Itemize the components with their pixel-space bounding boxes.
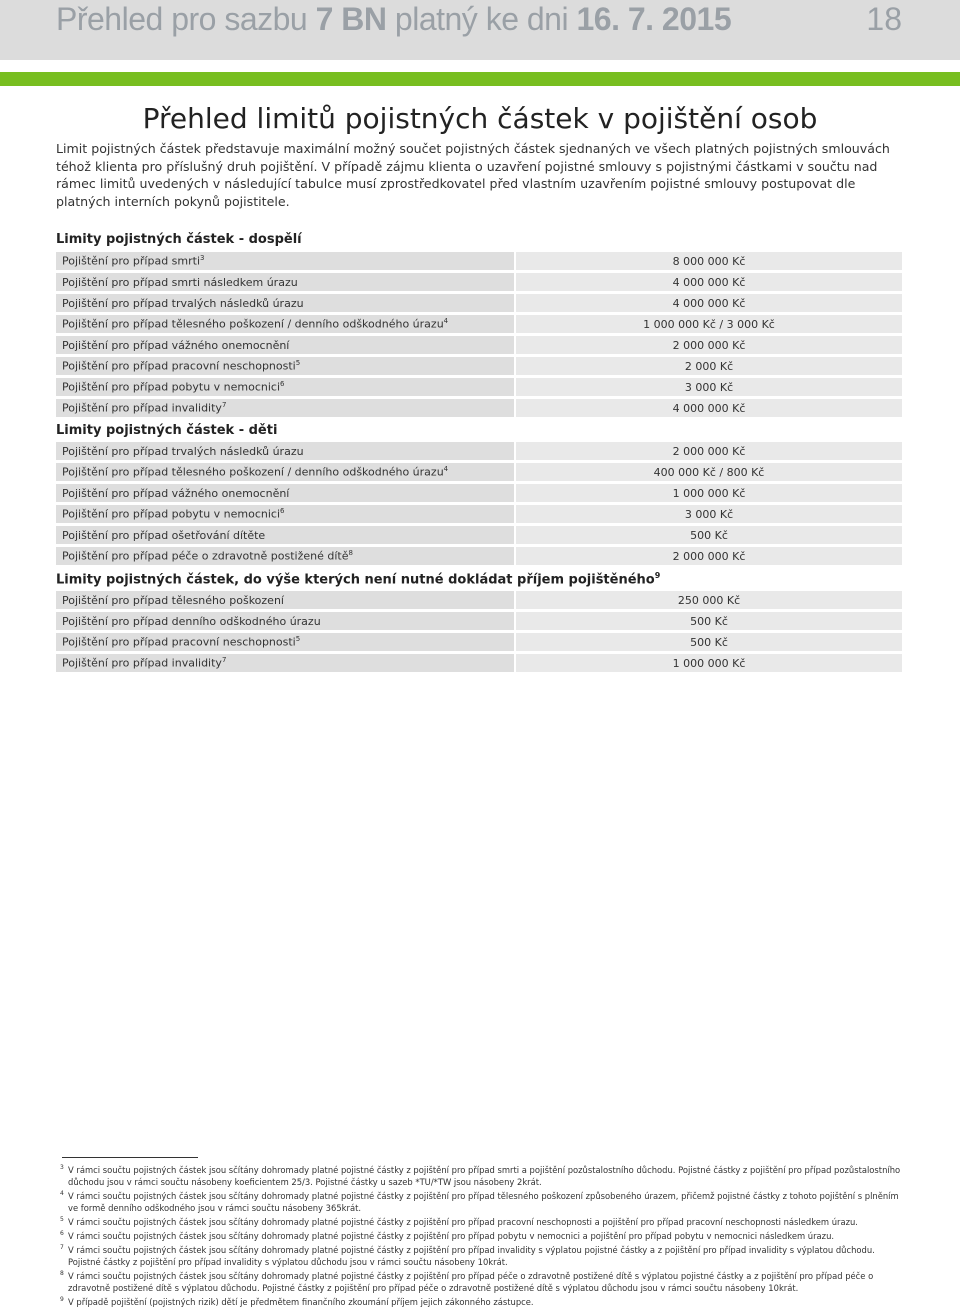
- row-label: [56, 526, 514, 544]
- row-value: 8 000 000 Kč: [516, 252, 902, 270]
- row-label: [56, 654, 514, 672]
- header-rate-code: 7 BN: [315, 1, 387, 37]
- row-value: 2 000 Kč: [516, 357, 902, 375]
- row-label-text: Pojištění pro případ pobytu v nemocnici: [62, 380, 281, 394]
- header-title-pre: Přehled pro sazbu: [56, 1, 316, 37]
- row-value: 3 000 Kč: [516, 378, 902, 396]
- page-number: 18: [866, 1, 902, 37]
- row-label: [56, 294, 514, 312]
- row-value: 1 000 000 Kč: [516, 484, 902, 502]
- row-value: 1 000 000 Kč: [516, 654, 902, 672]
- row-value: 500 Kč: [516, 612, 902, 630]
- row-label: [56, 547, 514, 565]
- row-label-text: Pojištění pro případ trvalých následků úrazu: [62, 296, 304, 310]
- row-value: 2 000 000 Kč: [516, 442, 902, 460]
- row-label-text: Pojištění pro případ pracovní neschopnosti: [62, 635, 296, 649]
- footnote-number: 7: [60, 1244, 64, 1251]
- footnote: [62, 1270, 904, 1294]
- row-value: 4 000 000 Kč: [516, 273, 902, 291]
- limits-table-income: [56, 588, 902, 675]
- footnote-number: 3: [60, 1164, 64, 1171]
- footnote-ref: 5: [295, 635, 301, 644]
- row-label-text: Pojištění pro případ denního odškodného úrazu: [62, 614, 321, 628]
- row-label: [56, 357, 514, 375]
- footnote-ref: 4: [443, 317, 449, 326]
- row-value: 2 000 000 Kč: [516, 336, 902, 354]
- footnote-ref: 6: [280, 507, 285, 516]
- footnote-divider: [62, 1157, 198, 1158]
- table-row: [56, 463, 902, 481]
- row-label-text: Pojištění pro případ trvalých následků úrazu: [62, 444, 304, 458]
- section-heading-adults: [56, 232, 302, 247]
- table-row: [56, 273, 902, 291]
- limits-table-children: [56, 439, 902, 568]
- footnote-number: 5: [60, 1216, 64, 1223]
- table-row: [56, 315, 902, 333]
- section-heading-text: Limity pojistných částek - děti: [56, 423, 278, 438]
- footnote: [62, 1296, 904, 1308]
- row-label: [56, 505, 514, 523]
- footnote-ref: 7: [221, 401, 227, 410]
- footnote-text: V rámci součtu pojistných částek jsou sčítány dohromady platné pojistné částky z pojištění pro případ invalidity s výplatou pojistné částky a z pojištění pro případ invalidity s výplatou důchodu. Pojistné částky z pojištění pro případ invalidity s výplatou důchodu jsou v rámci součtu násobeny 10krát.: [68, 1245, 875, 1267]
- footnote-number: 6: [60, 1230, 64, 1237]
- table-row: [56, 505, 902, 523]
- table-row: [56, 294, 902, 312]
- footnote: [62, 1216, 904, 1228]
- footnote-text: V rámci součtu pojistných částek jsou sčítány dohromady platné pojistné částky z pojištění pro případ péče o zdravotně postižené dítě s výplatou pojistné částky a z pojištění pro případ péče o zdravotně postižené dítě s výplatou důchodu. Pojistné částky z pojištění pro případ péče o zdravotně postižené dítě s výplatou důchodu jsou v rámci součtu násobeny 10krát.: [68, 1271, 874, 1293]
- row-label: [56, 484, 514, 502]
- row-value: 250 000 Kč: [516, 591, 902, 609]
- footnote: [62, 1190, 904, 1214]
- row-label-text: Pojištění pro případ vážného onemocnění: [62, 338, 290, 352]
- footnote-number: 9: [60, 1296, 64, 1303]
- intro-paragraph: Limit pojistných částek představuje maximální možný součet pojistných částek sjednaných ve všech platných pojistných smlouvách téhož klienta pro příslušný druh pojištění. V případě zájmu klienta o uzavření pojistné smlouvy s pojistnými částkami v součtu nad rámec limitů uvedených v následující tabulce musí zprostředkovatel před vlastním uzavřením pojistné smlouvy postupovat dle platných interních pokynů pojistitele.: [56, 141, 890, 209]
- table-row: [56, 378, 902, 396]
- footnote-ref: 6: [280, 380, 285, 389]
- footnote: [62, 1230, 904, 1242]
- row-label: [56, 612, 514, 630]
- row-label: [56, 336, 514, 354]
- header-title: [56, 0, 731, 40]
- row-label-text: Pojištění pro případ tělesného poškození / denního odškodného úrazu: [62, 465, 444, 479]
- row-label: [56, 591, 514, 609]
- row-label: [56, 378, 514, 396]
- footnotes: [62, 1164, 904, 1310]
- section-heading-children: [56, 423, 277, 438]
- accent-bar: [0, 72, 960, 86]
- row-label-text: Pojištění pro případ pobytu v nemocnici: [62, 507, 281, 521]
- footnote-number: 4: [60, 1190, 64, 1197]
- footnote-ref: 4: [443, 465, 449, 474]
- row-value: 4 000 000 Kč: [516, 294, 902, 312]
- table-row: [56, 252, 902, 270]
- footnote-ref: 8: [348, 549, 353, 558]
- table-row: [56, 591, 902, 609]
- row-label-text: Pojištění pro případ péče o zdravotně postižené dítě: [62, 549, 349, 563]
- row-label: [56, 315, 514, 333]
- row-value: 4 000 000 Kč: [516, 399, 902, 417]
- row-value: 1 000 000 Kč / 3 000 Kč: [516, 315, 902, 333]
- limits-table-adults: [56, 249, 902, 420]
- row-label-text: Pojištění pro případ pracovní neschopnosti: [62, 359, 296, 373]
- row-label: [56, 252, 514, 270]
- table-row: [56, 526, 902, 544]
- footnote-text: V rámci součtu pojistných částek jsou sčítány dohromady platné pojistné částky z pojištění pro případ tělesného poškození způsobeného úrazem, přičemž pojistné částky z tohoto pojištění s plněním ve formě denního odškodného jsou v rámci součtu násobeny 365krát.: [68, 1191, 899, 1213]
- section-heading-income: [56, 571, 660, 587]
- row-label: [56, 442, 514, 460]
- table-row: [56, 633, 902, 651]
- footnote-ref: 7: [221, 656, 227, 665]
- row-label: [56, 633, 514, 651]
- footnote: [62, 1244, 904, 1268]
- table-row: [56, 399, 902, 417]
- footnote-ref: 9: [654, 571, 661, 580]
- page-title: Přehled limitů pojistných částek v pojištění osob: [142, 102, 818, 135]
- row-label: [56, 463, 514, 481]
- footnote: [62, 1164, 904, 1188]
- footnote-ref: 3: [200, 254, 205, 263]
- header-date: 16. 7. 2015: [576, 1, 732, 37]
- row-label-text: Pojištění pro případ vážného onemocnění: [62, 486, 290, 500]
- row-label-text: Pojištění pro případ invalidity: [62, 401, 222, 415]
- table-row: [56, 357, 902, 375]
- row-label-text: Pojištění pro případ smrti: [62, 254, 201, 268]
- table-row: [56, 442, 902, 460]
- page-header: [0, 0, 960, 60]
- row-label-text: Pojištění pro případ smrti následkem úrazu: [62, 275, 298, 289]
- section-heading-text: Limity pojistných částek, do výše kterých není nutné dokládat příjem pojištěného: [56, 572, 655, 588]
- table-row: [56, 547, 902, 565]
- row-value: 400 000 Kč / 800 Kč: [516, 463, 902, 481]
- table-row: [56, 484, 902, 502]
- table-row: [56, 612, 902, 630]
- table-row: [56, 654, 902, 672]
- row-value: 500 Kč: [516, 526, 902, 544]
- footnote-ref: 5: [295, 359, 301, 368]
- row-label-text: Pojištění pro případ tělesného poškození: [62, 593, 284, 607]
- footnote-number: 8: [60, 1270, 64, 1277]
- table-row: [56, 336, 902, 354]
- footnote-text: V případě pojištění (pojistných rizik) dětí je předmětem finančního zkoumání příjem jejich zákonného zástupce.: [68, 1297, 534, 1307]
- row-label: [56, 399, 514, 417]
- footnote-text: V rámci součtu pojistných částek jsou sčítány dohromady platné pojistné částky z pojištění pro případ pobytu v nemocnici a pojištění pro případ pobytu v nemocnici následkem úrazu.: [68, 1231, 835, 1241]
- row-label-text: Pojištění pro případ invalidity: [62, 656, 222, 670]
- section-heading-text: Limity pojistných částek - dospělí: [56, 232, 302, 247]
- row-label-text: Pojištění pro případ tělesného poškození / denního odškodného úrazu: [62, 317, 444, 331]
- row-value: 500 Kč: [516, 633, 902, 651]
- row-label: [56, 273, 514, 291]
- row-value: 3 000 Kč: [516, 505, 902, 523]
- header-title-mid: platný ke dni: [386, 1, 577, 37]
- row-value: 2 000 000 Kč: [516, 547, 902, 565]
- row-label-text: Pojištění pro případ ošetřování dítěte: [62, 528, 266, 542]
- footnote-text: V rámci součtu pojistných částek jsou sčítány dohromady platné pojistné částky z pojištění pro případ smrti a pojištění pozůstalostního důchodu. Pojistné částky z pojištění pro případ pozůstalostního důchodu jsou v rámci součtu násobeny koeficientem 25/3. Pojistné částky u sazeb *TU/*TW jsou násobeny 2krát.: [68, 1165, 901, 1187]
- footnote-text: V rámci součtu pojistných částek jsou sčítány dohromady platné pojistné částky z pojištění pro případ pracovní neschopnosti a pojištění pro případ pracovní neschopnosti následkem úrazu.: [68, 1217, 858, 1227]
